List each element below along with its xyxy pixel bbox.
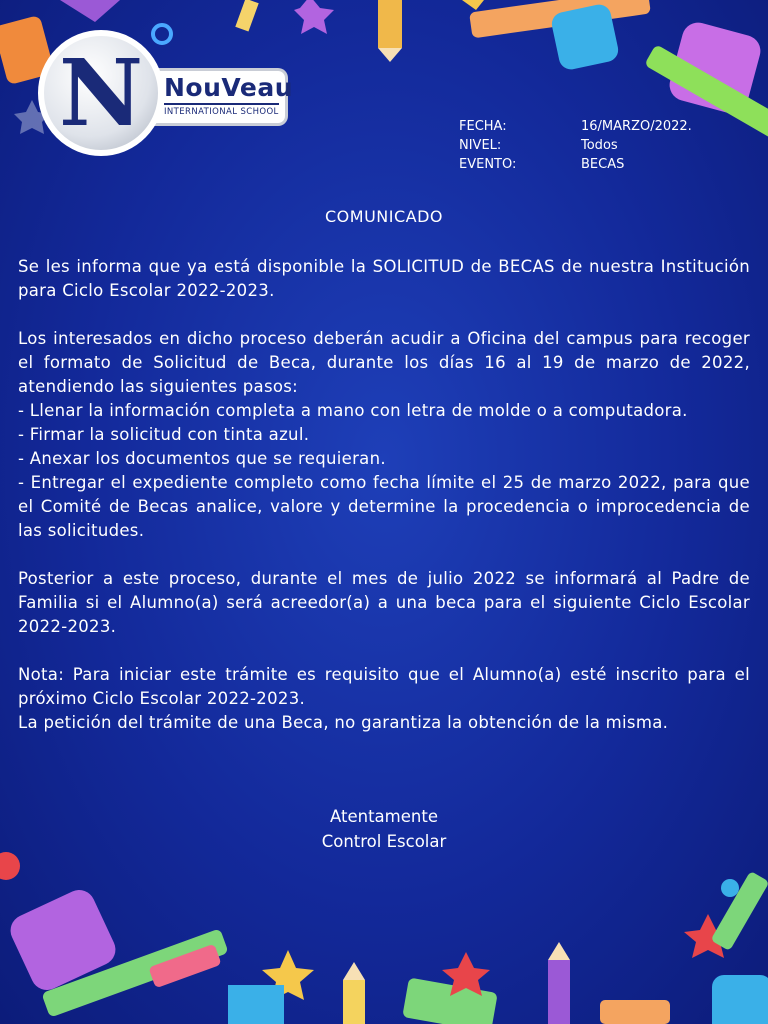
meta-value: 16/MARZO/2022. bbox=[581, 119, 692, 134]
crayon-icon bbox=[402, 977, 498, 1024]
meta-row-date bbox=[459, 117, 692, 136]
pencil-tip-icon bbox=[343, 962, 365, 980]
school-logo bbox=[38, 30, 298, 165]
paragraph-note: Nota: Para iniciar este trámite es requisito que el Alumno(a) esté inscrito para el próximo Ciclo Escolar 2022-2023. bbox=[18, 665, 750, 708]
step-item: - Firmar la solicitud con tinta azul. bbox=[18, 425, 310, 444]
ball-icon bbox=[721, 879, 739, 897]
logo-emblem bbox=[38, 30, 164, 156]
pencil-icon bbox=[548, 960, 570, 1024]
meta-row-level bbox=[459, 136, 692, 155]
logo-subtitle: INTERNATIONAL SCHOOL bbox=[164, 107, 279, 117]
signature-block bbox=[0, 804, 768, 854]
document-title: COMUNICADO bbox=[325, 207, 443, 226]
letter-block-icon bbox=[550, 2, 621, 71]
pencil-icon bbox=[343, 980, 365, 1024]
meta-row-event bbox=[459, 155, 692, 174]
meta-label: NIVEL: bbox=[459, 138, 502, 153]
ball-icon bbox=[0, 852, 20, 880]
paragraph-results: Posterior a este proceso, durante el mes de julio 2022 se informará al Padre de Familia si el Alumno(a) será acreedor(a) a una beca para el siguiente Ciclo Escolar 2022-2023. bbox=[18, 569, 750, 636]
pencil-icon bbox=[228, 985, 284, 1024]
signature-department: Control Escolar bbox=[321, 832, 447, 851]
pencil-icon bbox=[710, 871, 768, 951]
pencil-icon bbox=[235, 0, 258, 31]
meta-value: Todos bbox=[581, 138, 618, 153]
step-item: - Llenar la información completa a mano con letra de molde o a computadora. bbox=[18, 401, 688, 420]
document-body bbox=[18, 255, 750, 735]
meta-label: EVENTO: bbox=[459, 157, 517, 172]
star-icon bbox=[462, 0, 484, 10]
crayon-icon bbox=[600, 1000, 670, 1024]
meta-value: BECAS bbox=[581, 157, 625, 172]
pencil-tip-icon bbox=[548, 942, 570, 960]
pencil-icon bbox=[378, 0, 402, 48]
logo-letter: N bbox=[58, 39, 144, 147]
document-meta bbox=[459, 117, 692, 174]
meta-label: FECHA: bbox=[459, 119, 507, 134]
paragraph-intro: Se les informa que ya está disponible la SOLICITUD de BECAS de nuestra Institución para Ciclo Escolar 2022-2023. bbox=[18, 257, 750, 300]
signature-closing: Atentamente bbox=[330, 807, 438, 826]
step-item: - Anexar los documentos que se requieran. bbox=[18, 449, 386, 468]
star-icon bbox=[294, 0, 334, 34]
logo-school-name: NouVeau bbox=[164, 73, 279, 105]
letter-block-icon bbox=[712, 975, 768, 1024]
crayon-icon bbox=[60, 0, 120, 22]
pencil-tip-icon bbox=[378, 48, 402, 62]
paragraph-process: Los interesados en dicho proceso deberán acudir a Oficina del campus para recoger el formato de Solicitud de Beca, durante los días 16 al 19 de marzo de 2022, atendiendo las siguientes pasos: bbox=[18, 329, 750, 396]
step-item: - Entregar el expediente completo como fecha límite el 25 de marzo 2022, para que el Comité de Becas analice, valore y determine la procedencia o improcedencia de las solicitudes. bbox=[18, 473, 750, 540]
paragraph-disclaimer: La petición del trámite de una Beca, no garantiza la obtención de la misma. bbox=[18, 713, 669, 732]
